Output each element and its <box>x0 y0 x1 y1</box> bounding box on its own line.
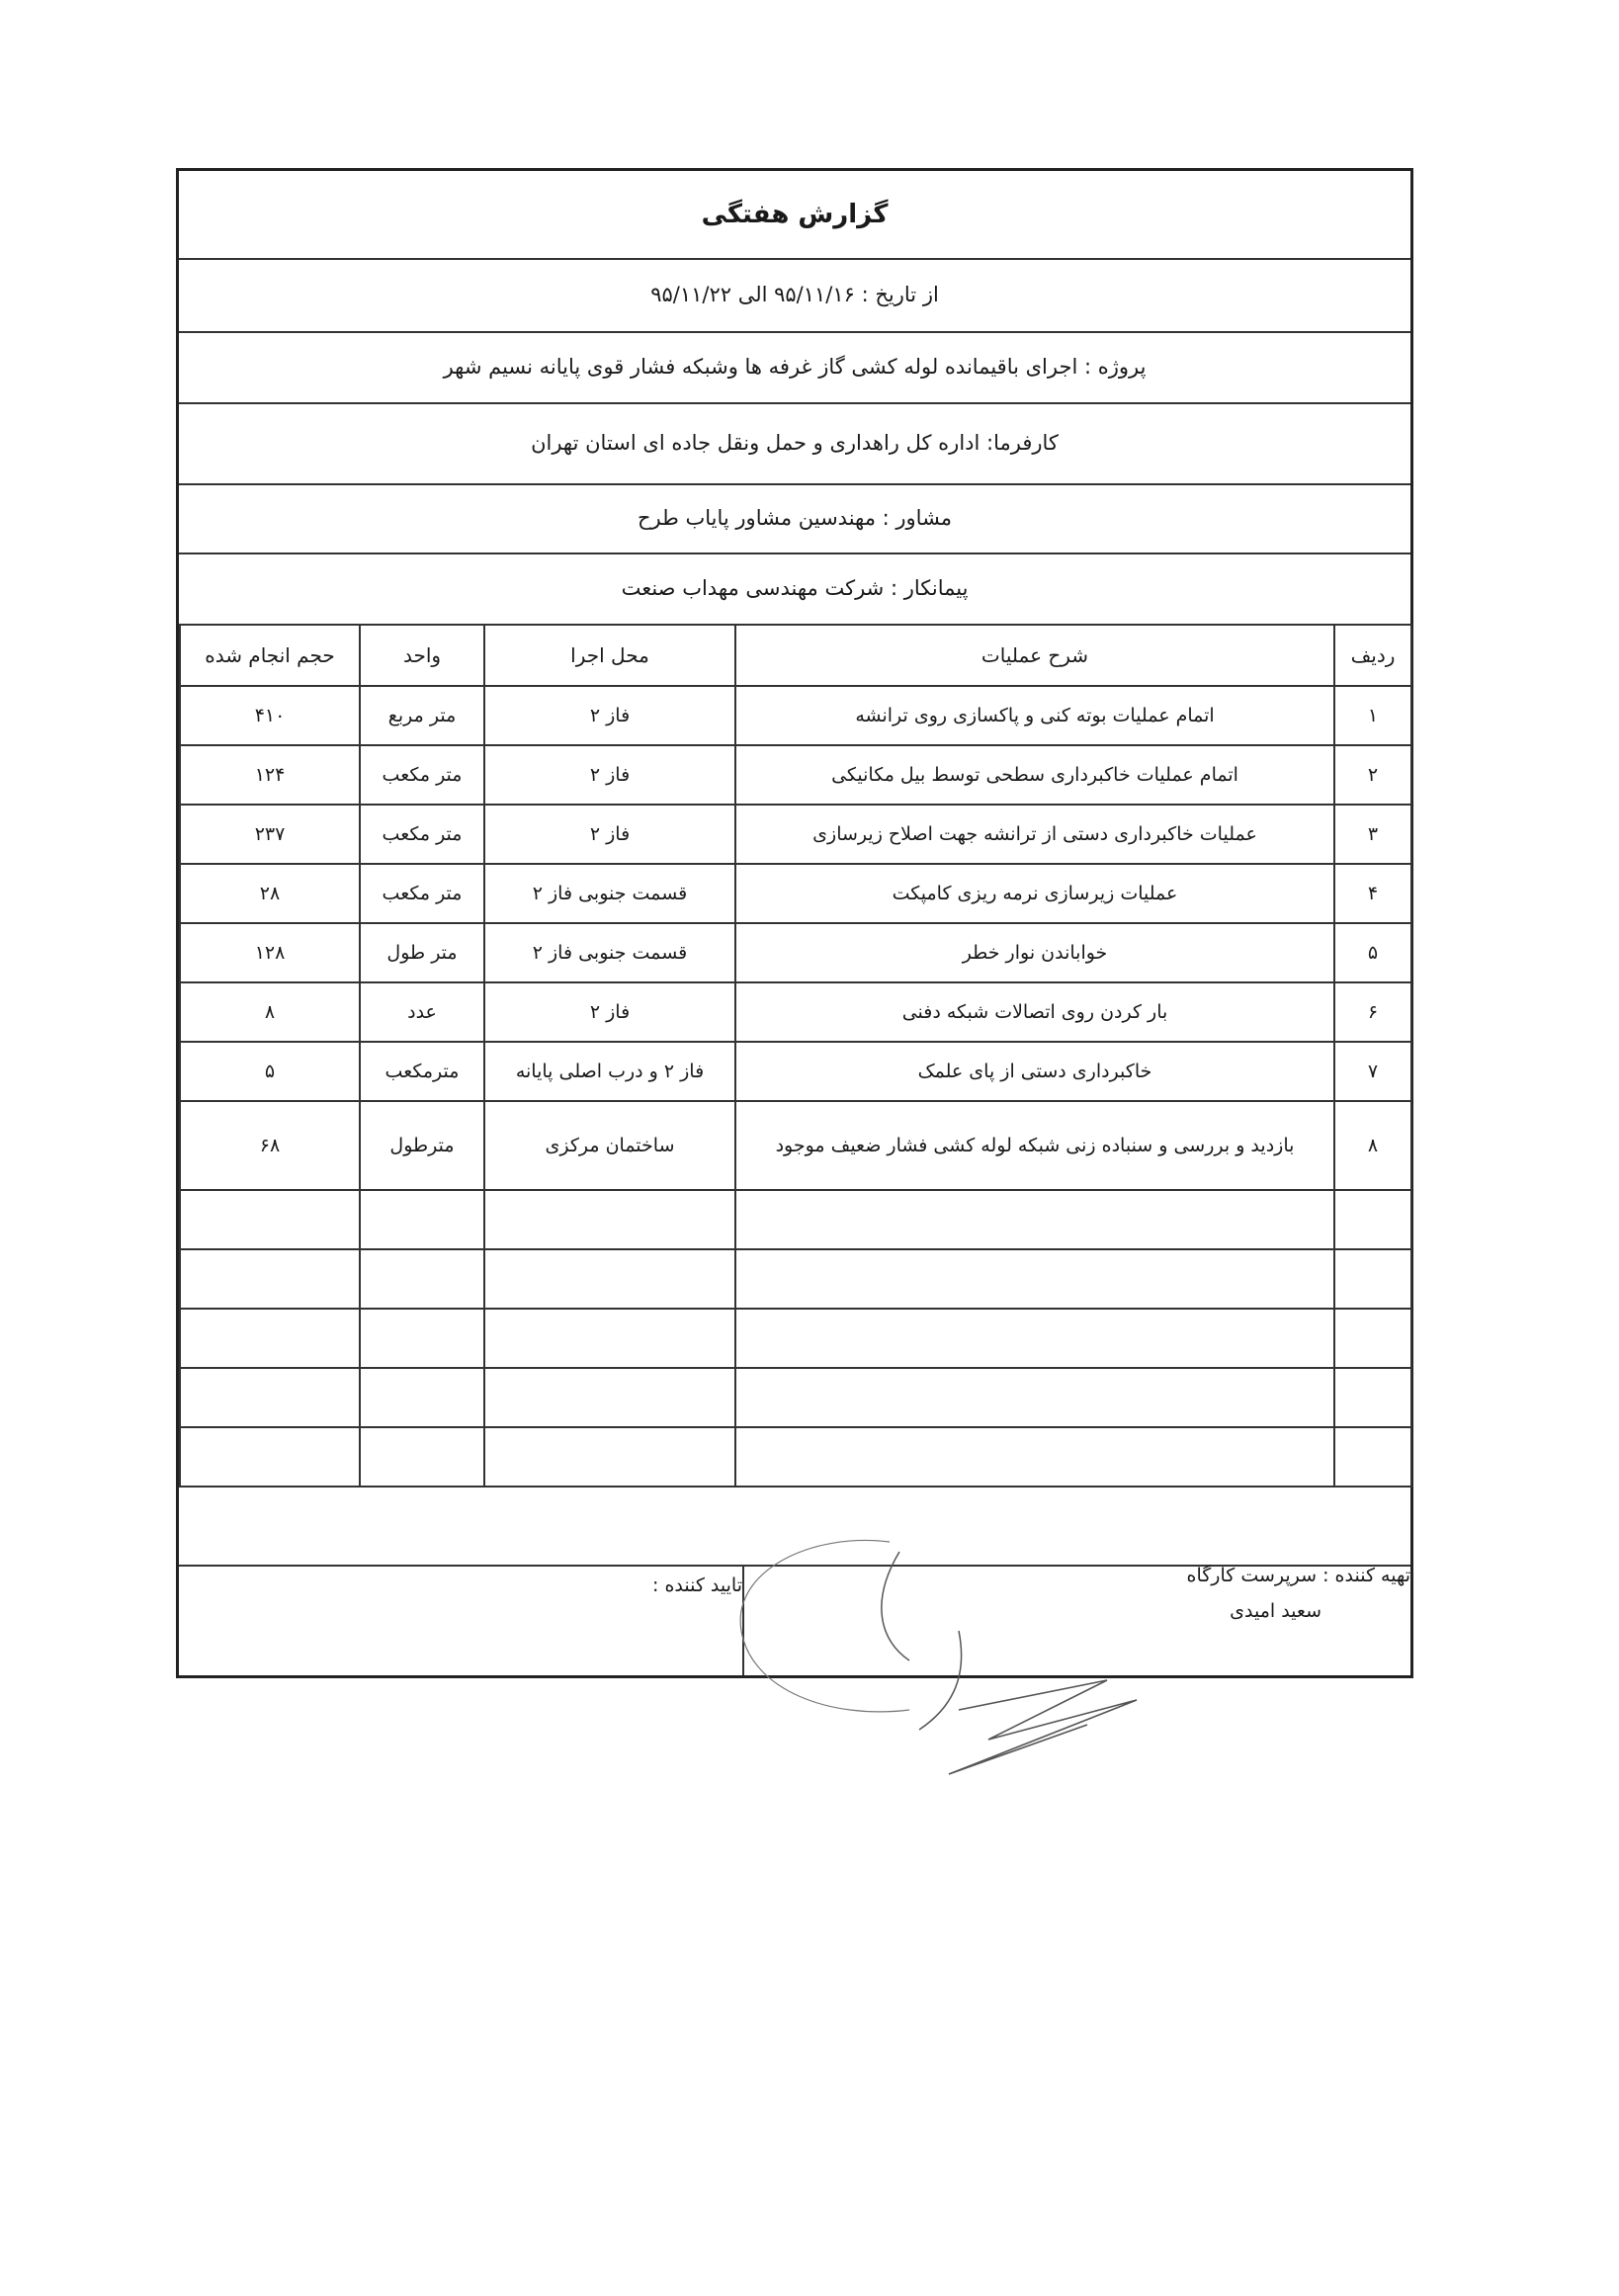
cell-volume: ۱۲۴ <box>180 745 360 805</box>
cell-volume: ۲۳۷ <box>180 805 360 864</box>
cell-volume: ۱۲۸ <box>180 923 360 982</box>
contractor: پیمانکار : شرکت مهندسی مهداب صنعت <box>621 576 969 600</box>
table-row <box>180 923 1411 982</box>
empty-table-row <box>180 1190 1411 1249</box>
cell-no: ۷ <box>1334 1042 1411 1101</box>
cell-description: بار کردن روی اتصالات شبکه دفنی <box>735 982 1334 1042</box>
cell-no: ۸ <box>1334 1101 1411 1190</box>
project-row <box>179 331 1410 404</box>
cell-volume: ۸ <box>180 982 360 1042</box>
cell-no: ۱ <box>1334 686 1411 745</box>
cell-unit: مترطول <box>360 1101 484 1190</box>
cell-location: قسمت جنوبی فاز ۲ <box>484 923 735 982</box>
cell-description: خاکبرداری دستی از پای علمک <box>735 1042 1334 1101</box>
header-row-no: ردیف <box>1334 625 1411 686</box>
contractor-row <box>179 553 1410 624</box>
table-row <box>180 805 1411 864</box>
employer: کارفرما: اداره کل راهداری و حمل ونقل جاده ای استان تهران <box>531 431 1059 455</box>
signature-scribble <box>949 1680 1137 1774</box>
signature-stroke <box>882 1552 909 1660</box>
cell-location: فاز ۲ <box>484 982 735 1042</box>
employer-row <box>179 402 1410 485</box>
header-description: شرح عملیات <box>735 625 1334 686</box>
cell-location: ساختمان مرکزی <box>484 1101 735 1190</box>
cell-description: بازدید و بررسی و سنباده زنی شبکه لوله کشی فشار ضعیف موجود <box>735 1101 1334 1190</box>
cell-unit: عدد <box>360 982 484 1042</box>
cell-no: ۴ <box>1334 864 1411 923</box>
cell-unit: مترمکعب <box>360 1042 484 1101</box>
cell-description: عملیات خاکبرداری دستی از ترانشه جهت اصلاح زیرسازی <box>735 805 1334 864</box>
cell-volume: ۲۸ <box>180 864 360 923</box>
operations-table <box>179 624 1412 1488</box>
table-row <box>180 1042 1411 1101</box>
table-row <box>180 1101 1411 1190</box>
date-range-row <box>179 258 1410 333</box>
header-volume: حجم انجام شده <box>180 625 360 686</box>
project-name: پروژه : اجرای باقیمانده لوله کشی گاز غرفه ها وشبکه فشار قوی پایانه نسیم شهر <box>443 355 1147 379</box>
cell-location: فاز ۲ و درب اصلی پایانه <box>484 1042 735 1101</box>
weekly-report-form <box>176 168 1413 1678</box>
approver-label: تایید کننده : <box>652 1574 742 1596</box>
header-unit: واحد <box>360 625 484 686</box>
cell-volume: ۴۱۰ <box>180 686 360 745</box>
header-location: محل اجرا <box>484 625 735 686</box>
consultant-row <box>179 483 1410 554</box>
cell-unit: متر مربع <box>360 686 484 745</box>
cell-location: قسمت جنوبی فاز ۲ <box>484 864 735 923</box>
consultant: مشاور : مهندسین مشاور پایاب طرح <box>637 506 953 530</box>
report-title: گزارش هفتگی <box>701 200 889 229</box>
cell-description: اتمام عملیات بوته کنی و پاکسازی روی ترانشه <box>735 686 1334 745</box>
cell-location: فاز ۲ <box>484 745 735 805</box>
signature-stroke <box>919 1631 962 1730</box>
cell-description: عملیات زیرسازی نرمه ریزی کامپکت <box>735 864 1334 923</box>
title-row <box>179 171 1410 260</box>
cell-volume: ۶۸ <box>180 1101 360 1190</box>
preparer-label: تهیه کننده : سرپرست کارگاه <box>1186 1565 1410 1586</box>
table-row <box>180 745 1411 805</box>
cell-unit: متر مکعب <box>360 864 484 923</box>
approver-cell <box>179 1567 744 1675</box>
cell-location: فاز ۲ <box>484 686 735 745</box>
table-row <box>180 982 1411 1042</box>
supervisor-name: سعید امیدی <box>1230 1600 1321 1622</box>
empty-table-row <box>180 1249 1411 1309</box>
cell-unit: متر طول <box>360 923 484 982</box>
cell-unit: متر مکعب <box>360 805 484 864</box>
table-row <box>180 686 1411 745</box>
cell-unit: متر مکعب <box>360 745 484 805</box>
cell-no: ۵ <box>1334 923 1411 982</box>
cell-no: ۳ <box>1334 805 1411 864</box>
cell-no: ۲ <box>1334 745 1411 805</box>
empty-table-row <box>180 1309 1411 1368</box>
stamp-and-signature <box>712 1512 1226 1789</box>
table-header-row <box>180 625 1411 686</box>
cell-location: فاز ۲ <box>484 805 735 864</box>
cell-volume: ۵ <box>180 1042 360 1101</box>
empty-table-row <box>180 1368 1411 1427</box>
date-range: از تاریخ : ۹۵/۱۱/۱۶ الی ۹۵/۱۱/۲۲ <box>650 283 939 306</box>
empty-table-row <box>180 1427 1411 1487</box>
cell-description: خواباندن نوار خطر <box>735 923 1334 982</box>
cell-no: ۶ <box>1334 982 1411 1042</box>
table-row <box>180 864 1411 923</box>
cell-description: اتمام عملیات خاکبرداری سطحی توسط بیل مکانیکی <box>735 745 1334 805</box>
